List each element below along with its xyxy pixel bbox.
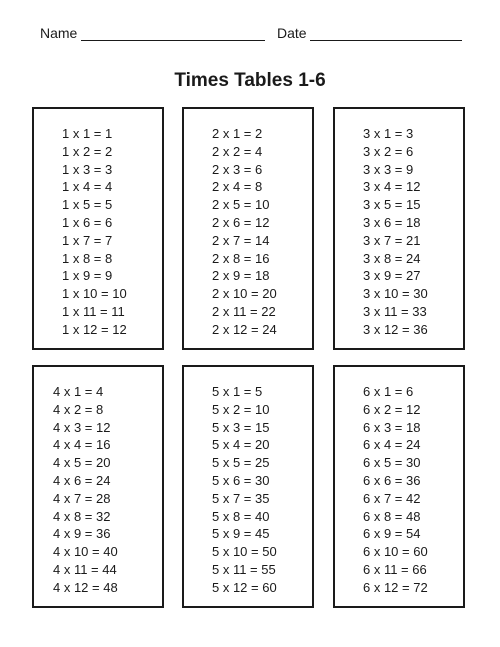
table-row: 1 x 11 = 11 xyxy=(62,303,125,319)
table-row: 2 x 12 = 24 xyxy=(212,321,277,337)
table-row: 4 x 5 = 20 xyxy=(53,455,111,471)
name-field[interactable] xyxy=(40,24,265,44)
table-row: 1 x 7 = 7 xyxy=(62,232,113,248)
table-row: 3 x 2 = 6 xyxy=(363,143,414,159)
table-row: 4 x 1 = 4 xyxy=(53,384,104,399)
table-row: 5 x 9 = 45 xyxy=(212,526,270,542)
table-row: 4 x 2 = 8 xyxy=(53,401,104,417)
table-list xyxy=(212,383,277,597)
table-row: 5 x 5 = 25 xyxy=(212,455,270,471)
times-table-1 xyxy=(32,107,164,350)
table-row: 6 x 4 = 24 xyxy=(363,437,421,453)
times-table-2 xyxy=(182,107,314,350)
table-list xyxy=(212,125,277,339)
table-list xyxy=(62,125,127,339)
table-row: 5 x 7 = 35 xyxy=(212,490,270,506)
table-row: 6 x 11 = 66 xyxy=(363,561,427,577)
table-row: 5 x 10 = 50 xyxy=(212,544,277,560)
table-row: 4 x 9 = 36 xyxy=(53,526,111,542)
table-row: 6 x 9 = 54 xyxy=(363,526,421,542)
table-row: 2 x 10 = 20 xyxy=(212,286,277,302)
table-row: 2 x 9 = 18 xyxy=(212,268,270,284)
table-row: 1 x 2 = 2 xyxy=(62,143,113,159)
table-row: 2 x 7 = 14 xyxy=(212,232,270,248)
table-row: 4 x 11 = 44 xyxy=(53,561,117,577)
page-title: Times Tables 1-6 xyxy=(174,70,326,91)
table-row: 5 x 3 = 15 xyxy=(212,419,270,435)
table-row: 1 x 4 = 4 xyxy=(62,179,113,195)
table-row: 4 x 6 = 24 xyxy=(53,472,111,488)
table-row: 5 x 8 = 40 xyxy=(212,508,270,524)
table-row: 6 x 1 = 6 xyxy=(363,384,414,399)
times-table-6 xyxy=(333,365,465,608)
table-row: 5 x 4 = 20 xyxy=(212,437,270,453)
table-row: 2 x 8 = 16 xyxy=(212,250,270,266)
table-row: 4 x 8 = 32 xyxy=(53,508,111,524)
table-row: 3 x 3 = 9 xyxy=(363,161,414,177)
table-row: 1 x 5 = 5 xyxy=(62,197,113,213)
table-row: 3 x 10 = 30 xyxy=(363,286,428,302)
table-row: 6 x 7 = 42 xyxy=(363,490,421,506)
header-fields xyxy=(40,24,462,44)
table-row: 1 x 10 = 10 xyxy=(62,286,127,302)
table-row: 3 x 12 = 36 xyxy=(363,321,428,337)
table-list xyxy=(363,383,428,597)
table-row: 2 x 6 = 12 xyxy=(212,214,270,230)
times-table-3 xyxy=(333,107,465,350)
table-row: 5 x 6 = 30 xyxy=(212,472,270,488)
times-table-5 xyxy=(182,365,314,608)
table-row: 2 x 5 = 10 xyxy=(212,197,270,213)
table-list xyxy=(53,383,118,597)
table-row: 6 x 2 = 12 xyxy=(363,401,421,417)
table-row: 3 x 8 = 24 xyxy=(363,250,421,266)
table-row: 5 x 1 = 5 xyxy=(212,384,263,399)
table-row: 1 x 3 = 3 xyxy=(62,161,113,177)
table-row: 6 x 8 = 48 xyxy=(363,508,421,524)
table-row: 2 x 3 = 6 xyxy=(212,161,263,177)
table-row: 5 x 11 = 55 xyxy=(212,561,276,577)
table-row: 5 x 12 = 60 xyxy=(212,579,277,595)
table-row: 1 x 6 = 6 xyxy=(62,214,113,230)
name-label: Name xyxy=(40,25,78,41)
table-row: 5 x 2 = 10 xyxy=(212,401,270,417)
times-table-4 xyxy=(32,365,164,608)
table-row: 3 x 9 = 27 xyxy=(363,268,421,284)
table-row: 6 x 10 = 60 xyxy=(363,544,428,560)
table-row: 2 x 4 = 8 xyxy=(212,179,263,195)
date-blank-line[interactable] xyxy=(310,40,462,41)
table-row: 4 x 7 = 28 xyxy=(53,490,111,506)
table-row: 4 x 4 = 16 xyxy=(53,437,111,453)
table-row: 6 x 6 = 36 xyxy=(363,472,421,488)
table-row: 3 x 6 = 18 xyxy=(363,214,421,230)
table-row: 3 x 7 = 21 xyxy=(363,232,421,248)
table-row: 6 x 12 = 72 xyxy=(363,579,428,595)
table-list xyxy=(363,125,428,339)
date-field[interactable] xyxy=(277,24,462,44)
name-blank-line[interactable] xyxy=(81,40,265,41)
table-row: 2 x 2 = 4 xyxy=(212,143,263,159)
table-row: 6 x 3 = 18 xyxy=(363,419,421,435)
table-row: 1 x 1 = 1 xyxy=(62,126,113,141)
table-row: 2 x 11 = 22 xyxy=(212,303,276,319)
table-row: 3 x 5 = 15 xyxy=(363,197,421,213)
table-row: 3 x 11 = 33 xyxy=(363,303,427,319)
date-label: Date xyxy=(277,25,307,41)
table-row: 3 x 4 = 12 xyxy=(363,179,421,195)
table-row: 6 x 5 = 30 xyxy=(363,455,421,471)
table-row: 2 x 1 = 2 xyxy=(212,126,263,141)
table-row: 1 x 12 = 12 xyxy=(62,321,127,337)
table-row: 1 x 9 = 9 xyxy=(62,268,113,284)
table-row: 4 x 10 = 40 xyxy=(53,544,118,560)
table-row: 1 x 8 = 8 xyxy=(62,250,113,266)
table-row: 3 x 1 = 3 xyxy=(363,126,414,141)
table-row: 4 x 3 = 12 xyxy=(53,419,111,435)
table-row: 4 x 12 = 48 xyxy=(53,579,118,595)
